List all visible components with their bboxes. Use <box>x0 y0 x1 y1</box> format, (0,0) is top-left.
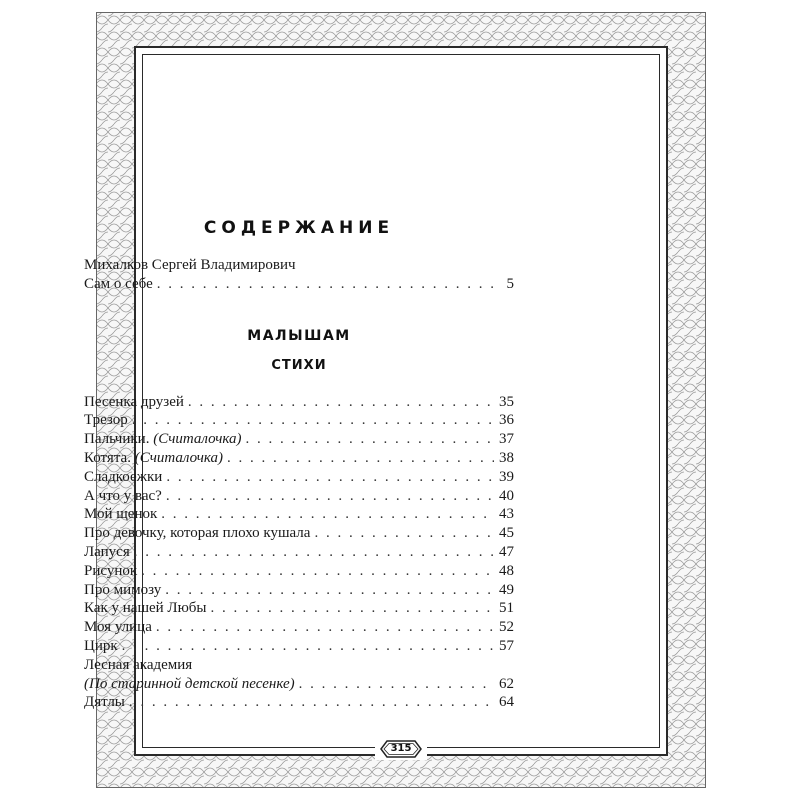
entry-page: 37 <box>499 431 514 448</box>
leader-dots <box>166 468 494 487</box>
toc-entry[interactable] <box>84 505 514 524</box>
entry-title: Сладкоежки <box>84 468 163 485</box>
subsection-title: СТИХИ <box>271 357 327 373</box>
entry-page: 51 <box>499 600 514 617</box>
entry-title: А что у вас? <box>84 487 162 504</box>
entry-title <box>84 430 242 449</box>
leader-dots <box>156 618 494 637</box>
leader-dots <box>299 675 494 694</box>
toc-entry[interactable] <box>84 487 514 506</box>
entry-page: 49 <box>499 581 514 598</box>
leader-dots <box>188 393 494 412</box>
toc-entry[interactable] <box>84 524 514 543</box>
entry-page: 38 <box>499 449 514 466</box>
toc-entry[interactable] <box>84 562 514 581</box>
toc-entry[interactable] <box>84 411 514 430</box>
entry-page: 64 <box>499 694 514 711</box>
entry-page: 36 <box>499 412 514 429</box>
toc-entry[interactable] <box>84 675 514 694</box>
leader-dots <box>132 411 494 430</box>
entry-page: 57 <box>499 637 514 654</box>
leader-dots <box>314 524 494 543</box>
entry-page: 47 <box>499 543 514 560</box>
page-number: 315 <box>390 743 412 754</box>
leader-dots <box>129 693 494 712</box>
leader-dots <box>141 562 494 581</box>
toc-entry[interactable] <box>84 468 514 487</box>
entry-title: Песенка друзей <box>84 393 184 410</box>
toc-entry[interactable] <box>84 449 514 468</box>
toc-entry[interactable] <box>84 618 514 637</box>
entry-title: Лапуся <box>84 543 130 560</box>
toc-entry[interactable] <box>84 430 514 449</box>
toc-entry[interactable] <box>84 637 514 656</box>
leader-dots <box>246 430 494 449</box>
toc-heading: СОДЕРЖАНИЕ <box>203 218 395 238</box>
entry-title: Дятлы <box>84 694 125 711</box>
entry-title: Рисунок <box>84 562 138 579</box>
entry-title <box>84 449 223 468</box>
entry-title-text: Котята. <box>84 449 135 466</box>
entry-page: 39 <box>499 468 514 485</box>
leader-dots <box>166 487 494 506</box>
entry-title: Про мимозу <box>84 581 162 598</box>
toc-entry[interactable] <box>84 393 514 412</box>
toc-entry[interactable] <box>84 599 514 618</box>
entry-title: Сам о себе <box>84 275 153 292</box>
entry-title-text: Пальчики. <box>84 431 154 448</box>
table-of-contents <box>84 218 514 712</box>
entry-title: Как у нашей Любы <box>84 600 207 617</box>
entry-page: 43 <box>499 506 514 523</box>
entry-title-italic: (Считалочка) <box>134 449 224 466</box>
toc-entry[interactable] <box>84 693 514 712</box>
entry-page: 35 <box>499 393 514 410</box>
section-title: МАЛЫШАМ <box>247 327 351 344</box>
leader-dots <box>211 599 494 618</box>
leader-dots <box>134 543 494 562</box>
entry-title-italic: (По старинной детской песенке) <box>84 675 295 692</box>
entry-title: Трезор <box>84 412 128 429</box>
entry-title-italic: (Считалочка) <box>153 431 242 448</box>
entry-page: 5 <box>506 275 514 292</box>
entry-title: Цирк <box>84 637 118 654</box>
entry-page: 45 <box>499 525 514 542</box>
toc-entry[interactable] <box>84 543 514 562</box>
leader-dots <box>122 637 494 656</box>
leader-dots <box>227 449 494 468</box>
entry-page: 52 <box>499 619 514 636</box>
entry-title-line1: Лесная академия <box>84 656 193 673</box>
toc-entry[interactable] <box>84 275 514 294</box>
page-number-badge <box>375 738 427 760</box>
author-name: Михалков Сергей Владимирович <box>84 257 296 273</box>
entry-page: 48 <box>499 562 514 579</box>
entry-title: Мой щенок <box>84 506 158 523</box>
entry-title: Про девочку, которая плохо кушала <box>84 525 311 542</box>
entry-title: Моя улица <box>84 619 152 636</box>
entry-page: 62 <box>499 675 514 692</box>
leader-dots <box>165 581 494 600</box>
leader-dots <box>157 275 494 294</box>
leader-dots <box>161 505 494 524</box>
toc-entry[interactable] <box>84 581 514 600</box>
entry-page: 40 <box>499 487 514 504</box>
